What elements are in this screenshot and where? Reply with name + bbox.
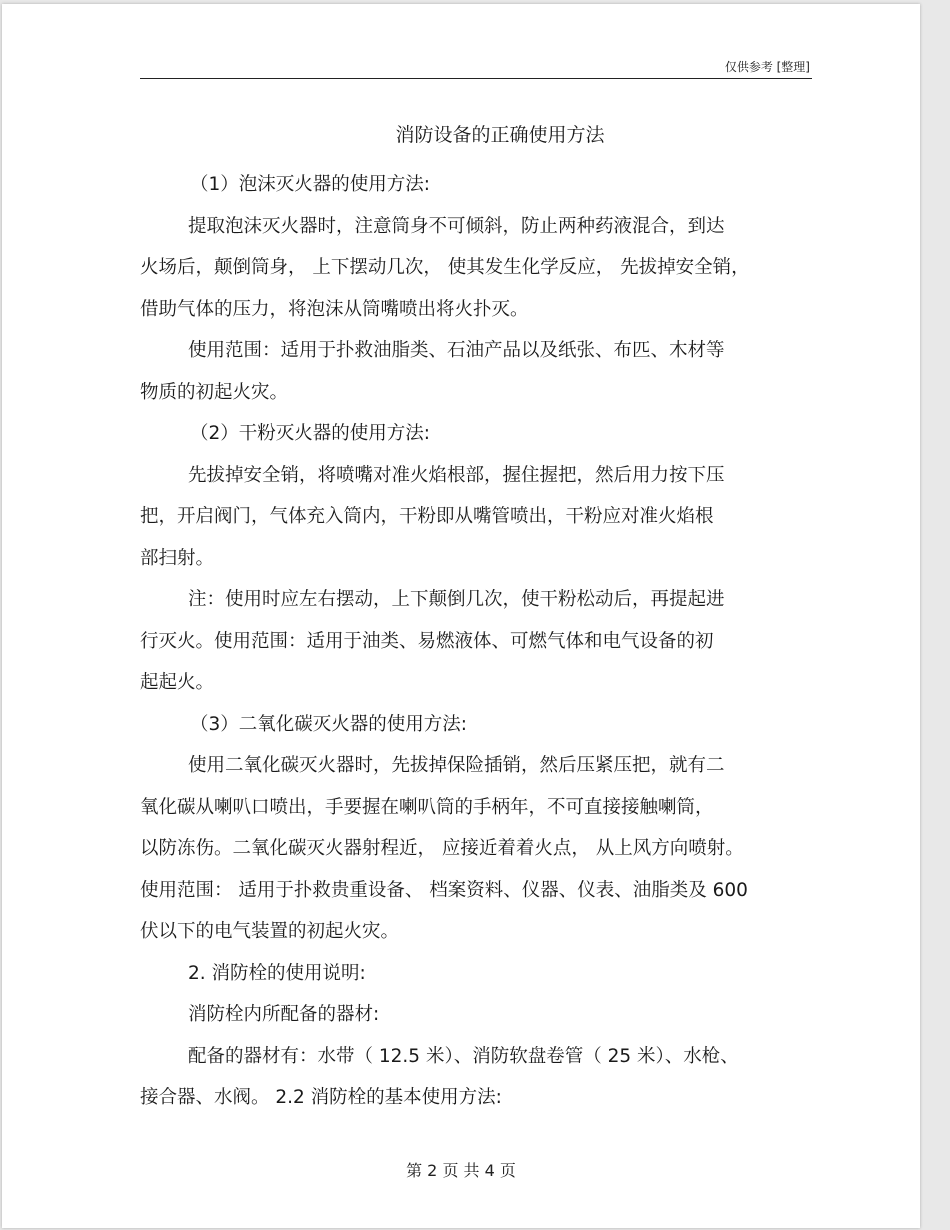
text-line: 提取泡沫灭火器时，注意筒身不可倾斜，防止两种药液混合，到达 bbox=[188, 215, 725, 237]
text-line: 物质的初起火灾。 bbox=[140, 381, 289, 403]
text-line: 起起火。 bbox=[140, 672, 215, 693]
page-footer: 第 2 页 共 4 页 bbox=[406, 1161, 516, 1180]
text-line: （2）干粉灭火器的使用方法: bbox=[190, 423, 431, 444]
paragraph bbox=[140, 579, 830, 704]
text-line: 以防冻伤。二氧化碳灭火器射程近， 应接近着着火点， 从上风方向喷射。 bbox=[140, 838, 744, 859]
text-line: 使用二氧化碳灭火器时，先拔掉保险插销，然后压紧压把，就有二 bbox=[188, 755, 725, 776]
header-rule bbox=[140, 78, 812, 79]
text-line: 部扫射。 bbox=[140, 547, 215, 569]
text-line: 接合器、水阀。 2.2 消防栓的基本使用方法: bbox=[140, 1087, 502, 1108]
section-4-heading bbox=[140, 953, 830, 995]
text-line: 伏以下的电气装置的初起火灾。 bbox=[140, 921, 400, 942]
paragraph bbox=[140, 745, 830, 953]
paragraph bbox=[140, 455, 830, 580]
text-line: 注：使用时应左右摆动，上下颠倒几次，使干粉松动后，再提起进 bbox=[188, 589, 725, 610]
document-page bbox=[2, 4, 920, 1228]
text-line: （3）二氧化碳灭火器的使用方法: bbox=[190, 713, 468, 735]
paragraph bbox=[140, 206, 830, 331]
text-line: （1）泡沫灭火器的使用方法: bbox=[190, 174, 431, 195]
text-line: 配备的器材有：水带（ 12.5 米）、消防软盘卷管（ 25 米）、水枪、 bbox=[188, 1045, 739, 1067]
document-body bbox=[140, 164, 830, 1119]
section-2-heading bbox=[140, 413, 830, 455]
text-line: 先拔掉安全销，将喷嘴对准火焰根部，握住握把，然后用力按下压 bbox=[188, 464, 725, 486]
text-line: 消防栓内所配备的器材: bbox=[188, 1004, 380, 1025]
text-line: 2. 消防栓的使用说明: bbox=[188, 962, 366, 984]
paragraph bbox=[140, 994, 830, 1036]
text-line: 火场后，颠倒筒身， 上下摆动几次， 使其发生化学反应， 先拔掉安全销， bbox=[140, 257, 750, 278]
header-note: 仅供参考 [整理] bbox=[724, 60, 810, 74]
paragraph bbox=[140, 1036, 830, 1119]
section-1-heading bbox=[140, 164, 830, 206]
document-title: 消防设备的正确使用方法 bbox=[395, 124, 605, 146]
text-line: 行灭火。使用范围：适用于油类、易燃液体、可燃气体和电气设备的初 bbox=[140, 630, 714, 652]
paragraph bbox=[140, 330, 830, 413]
section-3-heading bbox=[140, 704, 830, 746]
text-line: 借助气体的压力，将泡沫从筒嘴喷出将火扑灭。 bbox=[140, 298, 529, 320]
text-line: 氧化碳从喇叭口喷出，手要握在喇叭筒的手柄年，不可直接接触喇筒， bbox=[140, 796, 714, 818]
text-line: 使用范围： 适用于扑救贵重设备、 档案资料、仪器、仪表、油脂类及 600 bbox=[140, 879, 748, 901]
text-line: 把，开启阀门，气体充入筒内，干粉即从嘴管喷出，干粉应对准火焰根 bbox=[140, 506, 714, 527]
text-line: 使用范围：适用于扑救油脂类、石油产品以及纸张、布匹、木材等 bbox=[188, 340, 725, 361]
